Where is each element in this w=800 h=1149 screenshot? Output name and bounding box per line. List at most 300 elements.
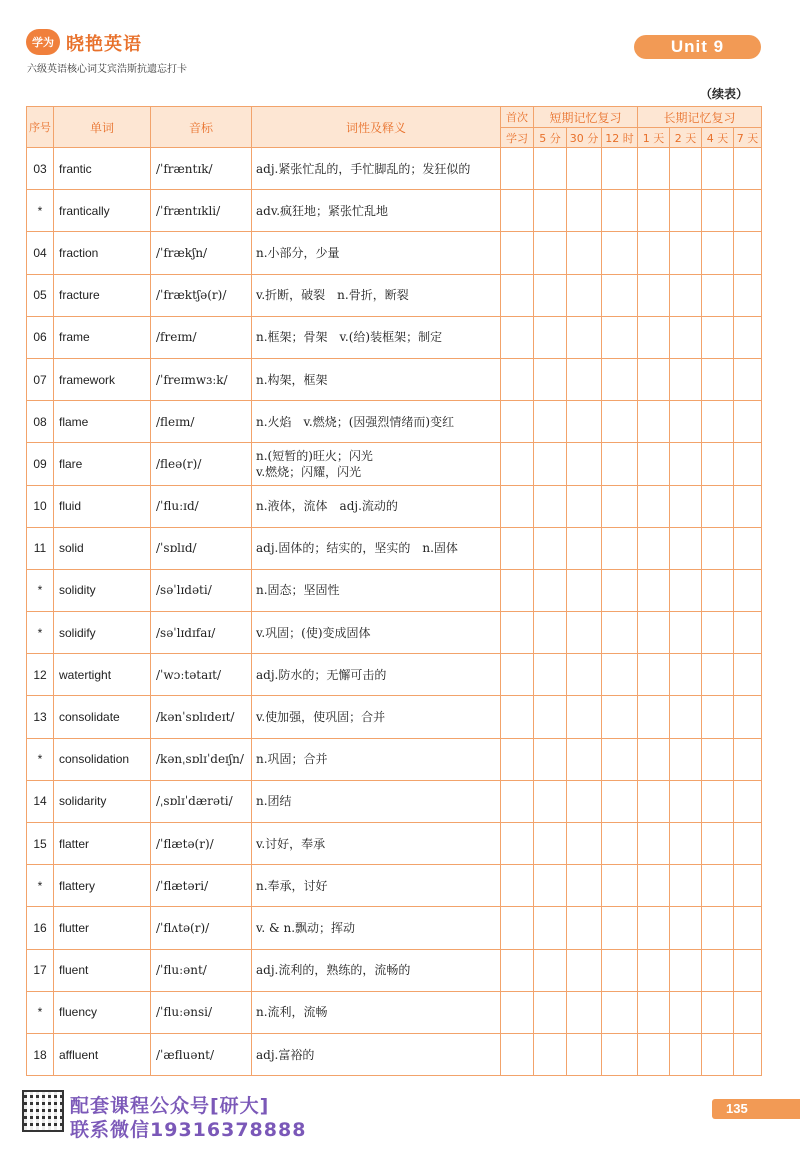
review-checkbox-cell[interactable] [734, 485, 762, 527]
review-checkbox-cell[interactable] [534, 780, 567, 822]
row-number: 11 [27, 527, 54, 569]
header-interval-7d: 7 天 [734, 128, 762, 148]
review-checkbox-cell[interactable] [734, 1033, 762, 1075]
table-row [27, 654, 762, 696]
review-checkbox-cell[interactable] [734, 949, 762, 991]
review-checkbox-cell[interactable] [702, 527, 734, 569]
review-checkbox-cell[interactable] [602, 780, 638, 822]
review-checkbox-cell[interactable] [567, 949, 602, 991]
table-row [27, 316, 762, 358]
review-checkbox-cell[interactable] [602, 991, 638, 1033]
review-checkbox-cell[interactable] [602, 232, 638, 274]
row-number: 09 [27, 443, 54, 485]
row-phonetic: /ˈæfluənt/ [151, 1033, 252, 1075]
row-definition: adj.流利的，熟练的，流畅的 [252, 949, 501, 991]
review-checkbox-cell[interactable] [534, 865, 567, 907]
review-checkbox-cell[interactable] [567, 190, 602, 232]
row-word: solidity [54, 569, 151, 611]
continued-label: （续表） [700, 87, 749, 101]
row-word: fraction [54, 232, 151, 274]
review-checkbox-cell[interactable] [702, 823, 734, 865]
row-phonetic: /ˈflʌtə(r)/ [151, 907, 252, 949]
review-checkbox-cell[interactable] [638, 823, 670, 865]
table-row [27, 190, 762, 232]
review-checkbox-cell[interactable] [734, 190, 762, 232]
row-word: fluency [54, 991, 151, 1033]
review-checkbox-cell[interactable] [602, 316, 638, 358]
review-checkbox-cell[interactable] [602, 612, 638, 654]
review-checkbox-cell[interactable] [501, 527, 534, 569]
row-number: 18 [27, 1033, 54, 1075]
review-checkbox-cell[interactable] [501, 316, 534, 358]
review-checkbox-cell[interactable] [670, 485, 702, 527]
review-checkbox-cell[interactable] [602, 274, 638, 316]
row-word: solidarity [54, 780, 151, 822]
row-word: frantically [54, 190, 151, 232]
review-checkbox-cell[interactable] [602, 148, 638, 190]
review-checkbox-cell[interactable] [734, 654, 762, 696]
review-checkbox-cell[interactable] [602, 569, 638, 611]
review-checkbox-cell[interactable] [501, 401, 534, 443]
review-checkbox-cell[interactable] [670, 612, 702, 654]
row-phonetic: /ˈfluːənt/ [151, 949, 252, 991]
review-checkbox-cell[interactable] [638, 991, 670, 1033]
review-checkbox-cell[interactable] [734, 148, 762, 190]
row-number: 13 [27, 696, 54, 738]
review-checkbox-cell[interactable] [670, 401, 702, 443]
review-checkbox-cell[interactable] [534, 527, 567, 569]
review-checkbox-cell[interactable] [702, 1033, 734, 1075]
review-checkbox-cell[interactable] [534, 443, 567, 485]
review-checkbox-cell[interactable] [602, 1033, 638, 1075]
review-checkbox-cell[interactable] [602, 865, 638, 907]
review-checkbox-cell[interactable] [734, 232, 762, 274]
table-row [27, 612, 762, 654]
row-word: flutter [54, 907, 151, 949]
header-first-study-top: 首次 [501, 107, 534, 128]
row-phonetic: /ˈwɔːtətaɪt/ [151, 654, 252, 696]
row-definition: adj.防水的；无懈可击的 [252, 654, 501, 696]
row-phonetic: /fleɪm/ [151, 401, 252, 443]
review-checkbox-cell[interactable] [602, 738, 638, 780]
review-checkbox-cell[interactable] [602, 401, 638, 443]
review-checkbox-cell[interactable] [534, 569, 567, 611]
review-checkbox-cell[interactable] [501, 148, 534, 190]
promo-line-1: 配套课程公众号[研大] [70, 1095, 270, 1117]
table-row [27, 527, 762, 569]
review-checkbox-cell[interactable] [501, 485, 534, 527]
row-phonetic: /ˈfluːənsi/ [151, 991, 252, 1033]
review-checkbox-cell[interactable] [534, 148, 567, 190]
header-seq: 序号 [27, 107, 54, 148]
row-definition: n.固态；坚固性 [252, 569, 501, 611]
row-word: flare [54, 443, 151, 485]
review-checkbox-cell[interactable] [534, 738, 567, 780]
review-checkbox-cell[interactable] [702, 654, 734, 696]
review-checkbox-cell[interactable] [534, 401, 567, 443]
row-word: affluent [54, 1033, 151, 1075]
review-checkbox-cell[interactable] [702, 274, 734, 316]
review-checkbox-cell[interactable] [638, 865, 670, 907]
row-word: solid [54, 527, 151, 569]
review-checkbox-cell[interactable] [734, 401, 762, 443]
row-number: * [27, 569, 54, 611]
review-checkbox-cell[interactable] [602, 527, 638, 569]
row-word: solidify [54, 612, 151, 654]
review-checkbox-cell[interactable] [534, 949, 567, 991]
review-checkbox-cell[interactable] [702, 485, 734, 527]
review-checkbox-cell[interactable] [534, 274, 567, 316]
review-checkbox-cell[interactable] [534, 696, 567, 738]
review-checkbox-cell[interactable] [534, 358, 567, 400]
review-checkbox-cell[interactable] [567, 358, 602, 400]
review-checkbox-cell[interactable] [702, 696, 734, 738]
review-checkbox-cell[interactable] [638, 443, 670, 485]
row-phonetic: /ˈfræntɪk/ [151, 148, 252, 190]
review-checkbox-cell[interactable] [567, 1033, 602, 1075]
table-row [27, 823, 762, 865]
book-subtitle: 六级英语核心词艾宾浩斯抗遗忘打卡 [27, 64, 187, 75]
review-checkbox-cell[interactable] [638, 738, 670, 780]
review-checkbox-cell[interactable] [534, 316, 567, 358]
review-checkbox-cell[interactable] [602, 485, 638, 527]
page-header [0, 0, 800, 100]
row-phonetic: /kənˌsɒlɪˈdeɪʃn/ [151, 738, 252, 780]
row-word: watertight [54, 654, 151, 696]
review-checkbox-cell[interactable] [638, 612, 670, 654]
row-phonetic: /ˈsɒlɪd/ [151, 527, 252, 569]
review-checkbox-cell[interactable] [534, 907, 567, 949]
review-checkbox-cell[interactable] [638, 949, 670, 991]
review-checkbox-cell[interactable] [702, 401, 734, 443]
review-checkbox-cell[interactable] [567, 485, 602, 527]
review-checkbox-cell[interactable] [638, 401, 670, 443]
review-checkbox-cell[interactable] [567, 907, 602, 949]
table-row [27, 696, 762, 738]
review-checkbox-cell[interactable] [702, 949, 734, 991]
review-checkbox-cell[interactable] [702, 148, 734, 190]
review-checkbox-cell[interactable] [567, 274, 602, 316]
row-number: * [27, 190, 54, 232]
table-row [27, 865, 762, 907]
review-checkbox-cell[interactable] [702, 612, 734, 654]
row-definition: n.小部分，少量 [252, 232, 501, 274]
review-checkbox-cell[interactable] [702, 232, 734, 274]
review-checkbox-cell[interactable] [567, 527, 602, 569]
header-meaning: 词性及释义 [252, 107, 501, 148]
header-first-study-bottom: 学习 [501, 128, 534, 148]
review-checkbox-cell[interactable] [670, 527, 702, 569]
row-definition: n.奉承，讨好 [252, 865, 501, 907]
review-checkbox-cell[interactable] [670, 949, 702, 991]
review-checkbox-cell[interactable] [638, 485, 670, 527]
header-phonetic: 音标 [151, 107, 252, 148]
review-checkbox-cell[interactable] [670, 907, 702, 949]
review-checkbox-cell[interactable] [501, 190, 534, 232]
table-row [27, 1033, 762, 1075]
review-checkbox-cell[interactable] [734, 569, 762, 611]
table-row [27, 780, 762, 822]
review-checkbox-cell[interactable] [534, 654, 567, 696]
unit-badge: Unit 9 [634, 35, 761, 59]
row-word: flatter [54, 823, 151, 865]
row-phonetic: /fleə(r)/ [151, 443, 252, 485]
row-number: * [27, 865, 54, 907]
review-checkbox-cell[interactable] [567, 232, 602, 274]
review-checkbox-cell[interactable] [501, 780, 534, 822]
row-phonetic: /ˈfræntɪkli/ [151, 190, 252, 232]
review-checkbox-cell[interactable] [501, 949, 534, 991]
header-interval-1d: 1 天 [638, 128, 670, 148]
row-phonetic: /ˌsɒlɪˈdærəti/ [151, 780, 252, 822]
table-row [27, 274, 762, 316]
review-checkbox-cell[interactable] [534, 612, 567, 654]
review-checkbox-cell[interactable] [501, 569, 534, 611]
review-checkbox-cell[interactable] [567, 401, 602, 443]
table-row [27, 949, 762, 991]
row-definition: n.(短暂的)旺火；闪光 v.燃烧；闪耀，闪光 [252, 443, 501, 485]
review-checkbox-cell[interactable] [567, 316, 602, 358]
header-interval-4d: 4 天 [702, 128, 734, 148]
row-word: framework [54, 358, 151, 400]
row-definition: v. & n.飘动；挥动 [252, 907, 501, 949]
row-definition: n.团结 [252, 780, 501, 822]
table-row [27, 148, 762, 190]
review-checkbox-cell[interactable] [638, 190, 670, 232]
header-short-term-review: 短期记忆复习 [534, 107, 638, 128]
header-interval-12h: 12 时 [602, 128, 638, 148]
review-checkbox-cell[interactable] [734, 780, 762, 822]
review-checkbox-cell[interactable] [501, 865, 534, 907]
review-checkbox-cell[interactable] [702, 738, 734, 780]
review-checkbox-cell[interactable] [567, 654, 602, 696]
table-row [27, 738, 762, 780]
review-checkbox-cell[interactable] [702, 865, 734, 907]
row-definition: n.巩固；合并 [252, 738, 501, 780]
row-definition: adj.富裕的 [252, 1033, 501, 1075]
row-number: 06 [27, 316, 54, 358]
review-checkbox-cell[interactable] [734, 823, 762, 865]
review-checkbox-cell[interactable] [534, 1033, 567, 1075]
row-definition: v.折断，破裂 n.骨折，断裂 [252, 274, 501, 316]
table-row [27, 991, 762, 1033]
review-checkbox-cell[interactable] [734, 274, 762, 316]
review-checkbox-cell[interactable] [670, 316, 702, 358]
row-definition: adj.紧张忙乱的，手忙脚乱的；发狂似的 [252, 148, 501, 190]
row-definition: v.讨好，奉承 [252, 823, 501, 865]
row-definition: n.火焰 v.燃烧；(因强烈情绪而)变红 [252, 401, 501, 443]
review-checkbox-cell[interactable] [602, 907, 638, 949]
review-checkbox-cell[interactable] [567, 865, 602, 907]
review-checkbox-cell[interactable] [638, 148, 670, 190]
row-word: fluid [54, 485, 151, 527]
review-checkbox-cell[interactable] [670, 190, 702, 232]
review-checkbox-cell[interactable] [670, 148, 702, 190]
review-checkbox-cell[interactable] [602, 358, 638, 400]
review-checkbox-cell[interactable] [501, 907, 534, 949]
review-checkbox-cell[interactable] [670, 823, 702, 865]
review-checkbox-cell[interactable] [702, 780, 734, 822]
brand-name: 晓艳英语 [66, 34, 142, 55]
review-checkbox-cell[interactable] [670, 1033, 702, 1075]
row-number: 08 [27, 401, 54, 443]
row-definition: n.液体，流体 adj.流动的 [252, 485, 501, 527]
review-checkbox-cell[interactable] [638, 1033, 670, 1075]
review-checkbox-cell[interactable] [501, 654, 534, 696]
review-checkbox-cell[interactable] [670, 274, 702, 316]
review-checkbox-cell[interactable] [734, 907, 762, 949]
row-phonetic: /ˈfræktʃə(r)/ [151, 274, 252, 316]
row-number: 07 [27, 358, 54, 400]
table-row [27, 907, 762, 949]
table-row [27, 485, 762, 527]
review-checkbox-cell[interactable] [670, 654, 702, 696]
review-checkbox-cell[interactable] [534, 991, 567, 1033]
review-checkbox-cell[interactable] [534, 190, 567, 232]
review-checkbox-cell[interactable] [670, 232, 702, 274]
review-checkbox-cell[interactable] [734, 316, 762, 358]
review-checkbox-cell[interactable] [638, 232, 670, 274]
row-word: frantic [54, 148, 151, 190]
review-checkbox-cell[interactable] [602, 443, 638, 485]
row-number: 14 [27, 780, 54, 822]
review-checkbox-cell[interactable] [734, 358, 762, 400]
review-checkbox-cell[interactable] [702, 190, 734, 232]
review-checkbox-cell[interactable] [602, 949, 638, 991]
review-checkbox-cell[interactable] [734, 527, 762, 569]
review-checkbox-cell[interactable] [501, 232, 534, 274]
header-long-term-review: 长期记忆复习 [638, 107, 762, 128]
review-checkbox-cell[interactable] [501, 696, 534, 738]
row-definition: v.使加强，使巩固；合并 [252, 696, 501, 738]
row-word: flame [54, 401, 151, 443]
row-phonetic: /ˈfreɪmwɜːk/ [151, 358, 252, 400]
header-interval-5min: 5 分 [534, 128, 567, 148]
review-checkbox-cell[interactable] [567, 696, 602, 738]
review-checkbox-cell[interactable] [501, 612, 534, 654]
review-checkbox-cell[interactable] [734, 612, 762, 654]
review-checkbox-cell[interactable] [501, 443, 534, 485]
row-definition: adj.固体的；结实的，坚实的 n.固体 [252, 527, 501, 569]
review-checkbox-cell[interactable] [567, 738, 602, 780]
row-phonetic: /kənˈsɒlɪdeɪt/ [151, 696, 252, 738]
review-checkbox-cell[interactable] [501, 358, 534, 400]
review-checkbox-cell[interactable] [602, 823, 638, 865]
row-number: 04 [27, 232, 54, 274]
table-row [27, 358, 762, 400]
row-phonetic: /ˈflætəri/ [151, 865, 252, 907]
vocabulary-rows [27, 148, 762, 1076]
row-word: consolidate [54, 696, 151, 738]
row-number: 10 [27, 485, 54, 527]
review-checkbox-cell[interactable] [670, 865, 702, 907]
review-checkbox-cell[interactable] [734, 443, 762, 485]
review-checkbox-cell[interactable] [638, 780, 670, 822]
review-checkbox-cell[interactable] [501, 738, 534, 780]
review-checkbox-cell[interactable] [638, 316, 670, 358]
review-checkbox-cell[interactable] [534, 485, 567, 527]
review-checkbox-cell[interactable] [734, 865, 762, 907]
review-checkbox-cell[interactable] [567, 823, 602, 865]
review-checkbox-cell[interactable] [534, 232, 567, 274]
review-checkbox-cell[interactable] [501, 1033, 534, 1075]
review-checkbox-cell[interactable] [501, 823, 534, 865]
table-row [27, 401, 762, 443]
review-checkbox-cell[interactable] [670, 358, 702, 400]
review-checkbox-cell[interactable] [534, 823, 567, 865]
row-phonetic: /səˈlɪdɪfaɪ/ [151, 612, 252, 654]
row-definition: v.巩固；(使)变成固体 [252, 612, 501, 654]
review-checkbox-cell[interactable] [638, 527, 670, 569]
review-checkbox-cell[interactable] [638, 569, 670, 611]
review-checkbox-cell[interactable] [567, 780, 602, 822]
review-checkbox-cell[interactable] [670, 569, 702, 611]
row-word: consolidation [54, 738, 151, 780]
review-checkbox-cell[interactable] [567, 443, 602, 485]
row-number: 12 [27, 654, 54, 696]
review-checkbox-cell[interactable] [602, 190, 638, 232]
row-definition: n.构架，框架 [252, 358, 501, 400]
review-checkbox-cell[interactable] [670, 443, 702, 485]
review-checkbox-cell[interactable] [638, 696, 670, 738]
review-checkbox-cell[interactable] [567, 612, 602, 654]
review-checkbox-cell[interactable] [670, 991, 702, 1033]
review-checkbox-cell[interactable] [670, 738, 702, 780]
review-checkbox-cell[interactable] [567, 148, 602, 190]
row-number: 17 [27, 949, 54, 991]
review-checkbox-cell[interactable] [702, 358, 734, 400]
review-checkbox-cell[interactable] [567, 569, 602, 611]
review-checkbox-cell[interactable] [702, 907, 734, 949]
review-checkbox-cell[interactable] [638, 274, 670, 316]
row-number: * [27, 991, 54, 1033]
row-definition: n.框架；骨架 v.(给)装框架；制定 [252, 316, 501, 358]
row-phonetic: /ˈflætə(r)/ [151, 823, 252, 865]
review-checkbox-cell[interactable] [702, 443, 734, 485]
row-word: fluent [54, 949, 151, 991]
review-checkbox-cell[interactable] [702, 569, 734, 611]
review-checkbox-cell[interactable] [501, 274, 534, 316]
review-checkbox-cell[interactable] [734, 696, 762, 738]
table-row [27, 232, 762, 274]
review-checkbox-cell[interactable] [638, 907, 670, 949]
header-interval-30min: 30 分 [567, 128, 602, 148]
review-checkbox-cell[interactable] [638, 358, 670, 400]
review-checkbox-cell[interactable] [602, 696, 638, 738]
review-checkbox-cell[interactable] [638, 654, 670, 696]
qr-code-icon [22, 1090, 64, 1132]
review-checkbox-cell[interactable] [602, 654, 638, 696]
review-checkbox-cell[interactable] [501, 991, 534, 1033]
row-number: 03 [27, 148, 54, 190]
review-checkbox-cell[interactable] [567, 991, 602, 1033]
review-checkbox-cell[interactable] [670, 780, 702, 822]
promo-line-2: 联系微信19316378888 [70, 1119, 307, 1141]
row-phonetic: /səˈlɪdəti/ [151, 569, 252, 611]
row-number: * [27, 738, 54, 780]
review-checkbox-cell[interactable] [670, 696, 702, 738]
brand-logo-icon: 学为 [26, 29, 60, 55]
row-phonetic: /ˈfrækʃn/ [151, 232, 252, 274]
header-word: 单词 [54, 107, 151, 148]
table-row [27, 443, 762, 485]
row-number: * [27, 612, 54, 654]
row-phonetic: /freɪm/ [151, 316, 252, 358]
review-checkbox-cell[interactable] [734, 991, 762, 1033]
review-checkbox-cell[interactable] [702, 316, 734, 358]
review-checkbox-cell[interactable] [702, 991, 734, 1033]
review-checkbox-cell[interactable] [734, 738, 762, 780]
